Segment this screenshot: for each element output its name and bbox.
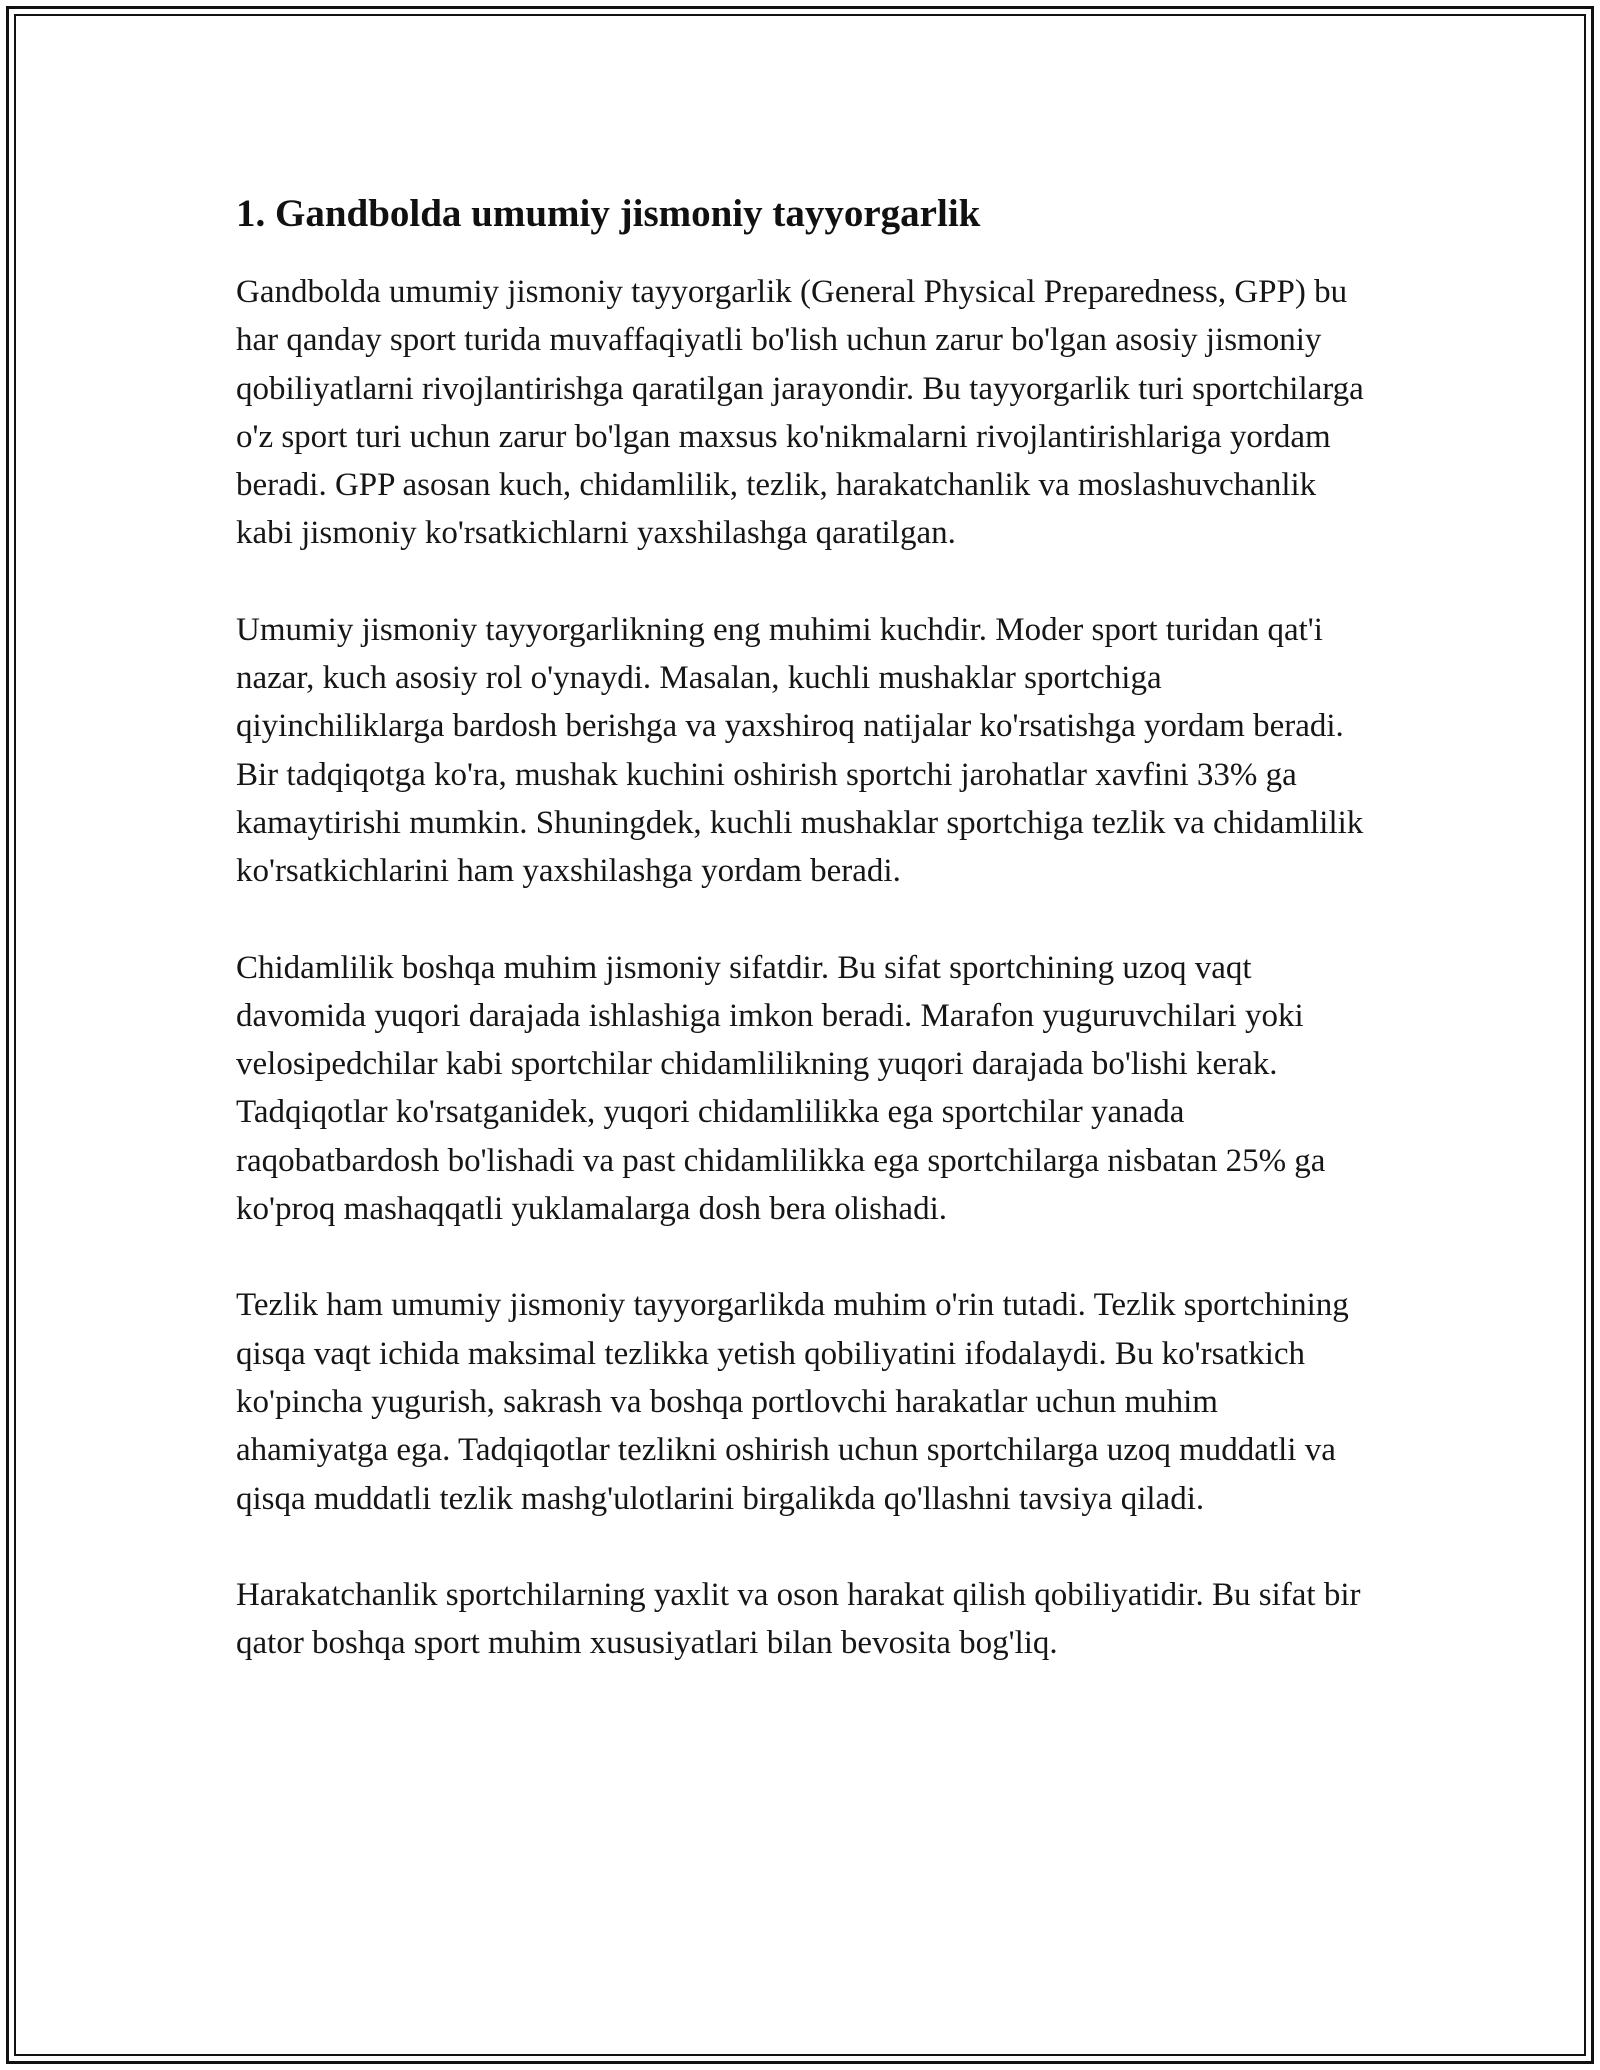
paragraph-endurance: Chidamlilik boshqa muhim jismoniy sifatdir. Bu sifat sportchining uzoq vaqt davomida yuqori darajada ishlashiga imkon beradi. Marafon yuguruvchilari yoki velosipedchilar kabi sportchilar chidamlilikning yuqori darajada bo'lishi kerak. Tadqiqotlar ko'rsatganidek, yuqori chidamlilikka ega sportchilar yanada raqobatbardosh bo'lishadi va past chidamlilikka ega sportchilarga nisbatan 25% ga ko'proq mashaqqatli yuklamalarga dosh bera olishadi. (236, 949, 1326, 1228)
paragraph-mobility: Harakatchanlik sportchilarning yaxlit va oson harakat qilish qobiliyatidir. Bu sifat bir qator boshqa sport muhim xususiyatlari bilan bevosita bog'liq. (236, 1576, 1361, 1662)
document-body (236, 186, 1376, 1715)
paragraph-speed: Tezlik ham umumiy jismoniy tayyorgarlikda muhim o'rin tutadi. Tezlik sportchining qisqa vaqt ichida maksimal tezlikka yetish qobiliyatini ifodalaydi. Bu ko'rsatkich ko'pincha yugurish, sakrash va boshqa portlovchi harakatlar uchun muhim ahamiyatga ega. Tadqiqotlar tezlikni oshirish uchun sportchilarga uzoq muddatli va qisqa muddatli tezlik mashg'ulotlarini birgalikda qo'llashni tavsiya qiladi. (236, 1287, 1349, 1517)
paragraph-strength: Umumiy jismoniy tayyorgarlikning eng muhimi kuchdir. Moder sport turidan qat'i nazar, kuch asosiy rol o'ynaydi. Masalan, kuchli mushaklar sportchiga qiyinchiliklarga bardosh berishga va yaxshiroq natijalar ko'rsatishga yordam beradi. Bir tadqiqotga ko'ra, mushak kuchini oshirish sportchi jarohatlar xavfini 33% ga kamaytirishi mumkin. Shuningdek, kuchli mushaklar sportchiga tezlik va chidamlilik ko'rsatkichlarini ham yaxshilashga yordam beradi. (236, 611, 1364, 890)
section-title: 1. Gandbolda umumiy jismoniy tayyorgarlik (236, 192, 981, 235)
paragraph-general-physical-preparedness: Gandbolda umumiy jismoniy tayyorgarlik (General Physical Preparedness, GPP) bu har qanday sport turida muvaffaqiyatli bo'lish uchun zarur bo'lgan asosiy jismoniy qobiliyatlarni rivojlantirishga qaratilgan jarayondir. Bu tayyorgarlik turi sportchilarga o'z sport turi uchun zarur bo'lgan maxsus ko'nikmalarni rivojlantirishlariga yordam beradi. GPP asosan kuch, chidamlilik, tezlik, harakatchanlik va moslashuvchanlik kabi jismoniy ko'rsatkichlarni yaxshilashga qaratilgan. (236, 274, 1364, 552)
